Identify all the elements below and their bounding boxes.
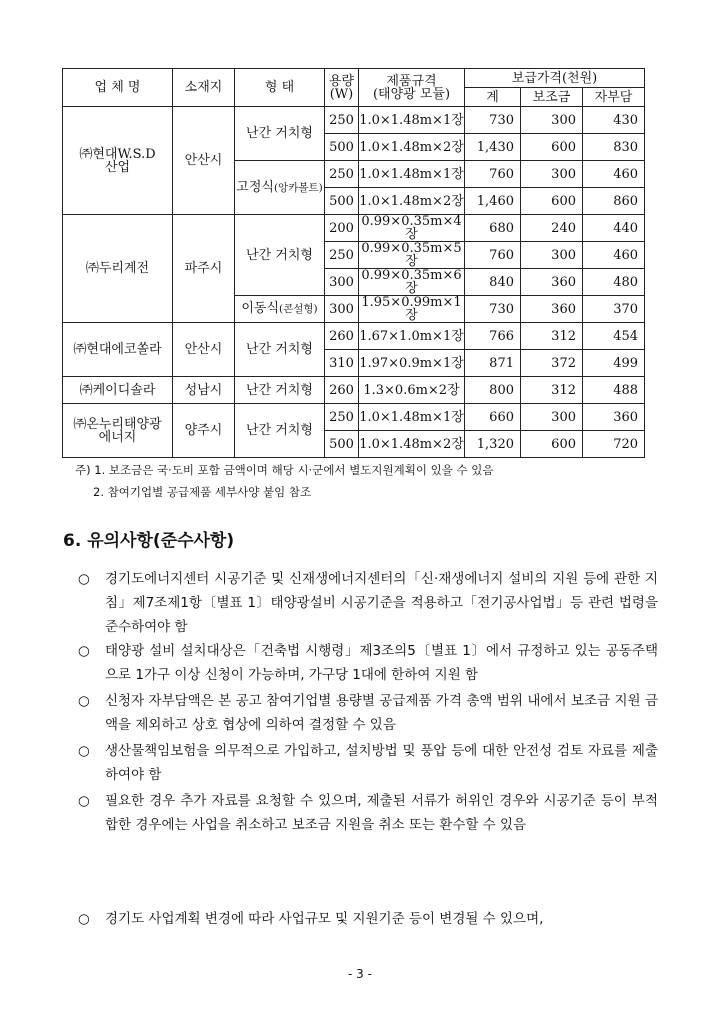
- self-cell: 460: [583, 242, 645, 269]
- total-cell: 680: [465, 215, 521, 242]
- spec-cell: 1.0×1.48m×2장: [359, 431, 465, 458]
- header-capacity: 용량(W): [325, 69, 359, 107]
- section-title: 6. 유의사항(준수사항): [63, 531, 235, 551]
- spec-cell: 1.0×1.48m×2장: [359, 188, 465, 215]
- company-name: ㈜현대에코쏠라: [63, 323, 173, 377]
- circle-bullet-icon: ○: [78, 693, 90, 709]
- capacity-cell: 250: [325, 242, 359, 269]
- circle-bullet-icon: ○: [78, 571, 90, 587]
- install-type: 고정식(앙카볼트): [235, 161, 325, 215]
- subsidy-cell: 360: [521, 296, 583, 323]
- circle-bullet-icon: ○: [78, 793, 90, 809]
- capacity-cell: 500: [325, 134, 359, 161]
- total-cell: 840: [465, 269, 521, 296]
- self-cell: 370: [583, 296, 645, 323]
- table-row: [63, 107, 645, 134]
- install-type: 난간 거치형: [235, 323, 325, 377]
- spec-cell: 1.0×1.48m×1장: [359, 404, 465, 431]
- table-row: [63, 377, 645, 404]
- spec-cell: 1.97×0.9m×1장: [359, 350, 465, 377]
- header-subsidy: 보조금: [521, 88, 583, 107]
- total-cell: 871: [465, 350, 521, 377]
- company-location: 파주시: [173, 215, 235, 323]
- subsidy-cell: 360: [521, 269, 583, 296]
- total-cell: 1,430: [465, 134, 521, 161]
- total-cell: 730: [465, 107, 521, 134]
- circle-bullet-icon: ○: [78, 911, 90, 927]
- company-location: 안산시: [173, 107, 235, 215]
- install-type: 난간 거치형: [235, 215, 325, 296]
- list-item: ○ 필요한 경우 추가 자료를 요청할 수 있으며, 제출된 서류가 허위인 경우와 시공기준 등이 부적합한 경우에는 사업을 취소하고 보조금 지원을 취소 또는 환수할 수 있음: [78, 789, 658, 837]
- spec-cell: 1.67×1.0m×1장: [359, 323, 465, 350]
- company-name: ㈜현대W.S.D 산업: [63, 107, 173, 215]
- self-cell: 460: [583, 161, 645, 188]
- list-item: ○ 경기도 사업계획 변경에 따라 사업규모 및 지원기준 등이 변경될 수 있으며,: [78, 907, 658, 931]
- list-item: ○ 경기도에너지센터 시공기준 및 신재생에너지센터의「신·재생에너지 설비의 지원 등에 관한 지침」제7조제1항〔별표 1〕태양광설비 시공기준을 적용하고「전기공사업법」등 관련 법령을 준수하여야 함: [78, 567, 658, 639]
- install-type: 난간 거치형: [235, 404, 325, 458]
- table-row: [63, 215, 645, 242]
- header-spec: 제품규격 (태양광 모듈): [359, 69, 465, 107]
- company-name: ㈜온누리태양광 에너지: [63, 404, 173, 458]
- header-price: 보급가격(천원): [465, 69, 645, 88]
- total-cell: 1,460: [465, 188, 521, 215]
- header-total: 계: [465, 88, 521, 107]
- list-item: ○ 신청자 자부담액은 본 공고 참여기업별 용량별 공급제품 가격 총액 범위 내에서 보조금 지원 금액을 제외하고 상호 협상에 의하여 결정할 수 있음: [78, 689, 658, 739]
- capacity-cell: 260: [325, 377, 359, 404]
- spec-cell: 0.99×0.35m×5장: [359, 242, 465, 269]
- capacity-cell: 300: [325, 296, 359, 323]
- page-number: - 3 -: [348, 967, 372, 981]
- capacity-cell: 500: [325, 431, 359, 458]
- capacity-cell: 250: [325, 404, 359, 431]
- spec-cell: 1.0×1.48m×1장: [359, 161, 465, 188]
- capacity-cell: 250: [325, 107, 359, 134]
- install-type: 난간 거치형: [235, 107, 325, 161]
- total-cell: 1,320: [465, 431, 521, 458]
- list-item: ○ 생산물책임보험을 의무적으로 가입하고, 설치방법 및 풍압 등에 대한 안전성 검토 자료를 제출 하여야 함: [78, 739, 658, 789]
- header-company: 업 체 명: [63, 69, 173, 107]
- table-row: [63, 323, 645, 350]
- spec-cell: 1.3×0.6m×2장: [359, 377, 465, 404]
- list-item: ○ 태양광 설비 설치대상은「건축법 시행령」제3조의5〔별표 1〕에서 규정하고 있는 공동주택으로 1가구 이상 신청이 가능하며, 가구당 1대에 한하여 지원 함: [78, 639, 658, 689]
- company-location: 안산시: [173, 323, 235, 377]
- install-type: 이동식(콘설형): [235, 296, 325, 323]
- self-cell: 830: [583, 134, 645, 161]
- self-cell: 720: [583, 431, 645, 458]
- spec-cell: 1.95×0.99m×1장: [359, 296, 465, 323]
- capacity-cell: 260: [325, 323, 359, 350]
- company-name: ㈜케이디솔라: [63, 377, 173, 404]
- subsidy-cell: 300: [521, 242, 583, 269]
- subsidy-cell: 312: [521, 323, 583, 350]
- spec-cell: 1.0×1.48m×2장: [359, 134, 465, 161]
- capacity-cell: 310: [325, 350, 359, 377]
- total-cell: 760: [465, 242, 521, 269]
- supply-price-table: [62, 68, 645, 458]
- company-name: ㈜두리계전: [63, 215, 173, 323]
- company-location: 성남시: [173, 377, 235, 404]
- circle-bullet-icon: ○: [78, 643, 90, 659]
- total-cell: 800: [465, 377, 521, 404]
- capacity-cell: 300: [325, 269, 359, 296]
- subsidy-cell: 240: [521, 215, 583, 242]
- precautions-list: [78, 567, 658, 927]
- spec-cell: 0.99×0.35m×6장: [359, 269, 465, 296]
- self-cell: 454: [583, 323, 645, 350]
- total-cell: 730: [465, 296, 521, 323]
- circle-bullet-icon: ○: [78, 743, 90, 759]
- spec-cell: 0.99×0.35m×4장: [359, 215, 465, 242]
- table-notes: [75, 459, 493, 503]
- capacity-cell: 200: [325, 215, 359, 242]
- subsidy-cell: 600: [521, 431, 583, 458]
- note-1: 주) 1. 보조금은 국·도비 포함 금액이며 해당 시·군에서 별도지원계획이 있을 수 있음: [75, 463, 494, 477]
- total-cell: 766: [465, 323, 521, 350]
- note-2: 2. 참여기업별 공급제품 세부사양 붙임 참조: [93, 485, 312, 499]
- self-cell: 480: [583, 269, 645, 296]
- header-location: 소재지: [173, 69, 235, 107]
- subsidy-cell: 300: [521, 107, 583, 134]
- company-location: 양주시: [173, 404, 235, 458]
- header-type: 형 태: [235, 69, 325, 107]
- self-cell: 440: [583, 215, 645, 242]
- self-cell: 499: [583, 350, 645, 377]
- table-row: [63, 404, 645, 431]
- subsidy-cell: 312: [521, 377, 583, 404]
- subsidy-cell: 300: [521, 161, 583, 188]
- subsidy-cell: 600: [521, 188, 583, 215]
- subsidy-cell: 300: [521, 404, 583, 431]
- capacity-cell: 500: [325, 188, 359, 215]
- subsidy-cell: 600: [521, 134, 583, 161]
- self-cell: 430: [583, 107, 645, 134]
- subsidy-cell: 372: [521, 350, 583, 377]
- install-type: 난간 거치형: [235, 377, 325, 404]
- spec-cell: 1.0×1.48m×1장: [359, 107, 465, 134]
- self-cell: 360: [583, 404, 645, 431]
- capacity-cell: 250: [325, 161, 359, 188]
- self-cell: 860: [583, 188, 645, 215]
- self-cell: 488: [583, 377, 645, 404]
- header-self: 자부담: [583, 88, 645, 107]
- total-cell: 660: [465, 404, 521, 431]
- total-cell: 760: [465, 161, 521, 188]
